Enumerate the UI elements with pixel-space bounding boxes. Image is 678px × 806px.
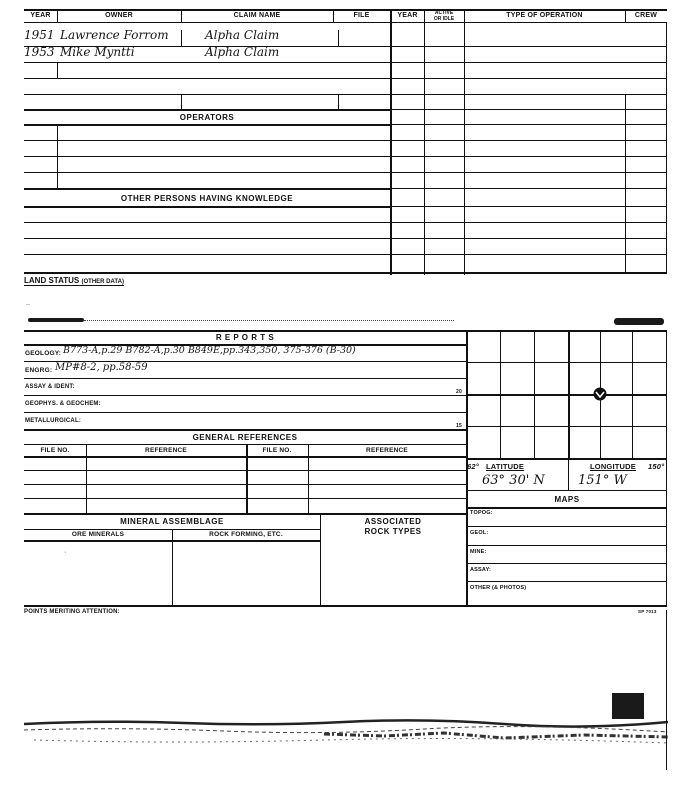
longitude-value: 151° W: [578, 473, 627, 488]
owner-row-1-claim: Alpha Claim: [205, 28, 280, 42]
header-or-idle: OR IDLE: [433, 16, 455, 22]
owner-row-2-owner: Mike Myntti: [60, 45, 135, 59]
ref-header-reference: REFERENCE: [145, 447, 187, 454]
header-claim-name: CLAIM NAME: [233, 12, 281, 19]
geophys-label: GEOPHYS. & GEOCHEM:: [25, 401, 101, 407]
latitude-value: 63° 30' N: [482, 473, 545, 488]
ref-header-reference-2: REFERENCE: [366, 447, 408, 454]
header-file: FILE: [353, 12, 370, 19]
section-general-references: GENERAL REFERENCES: [192, 433, 298, 442]
scan-artifact-band: [24, 716, 668, 750]
land-status-heading: [24, 276, 124, 286]
header-type-of-operation: TYPE OF OPERATION: [506, 12, 583, 19]
lat-prefix: 62°: [467, 462, 479, 471]
location-marker-icon: [592, 386, 608, 407]
header-year-2: YEAR: [397, 12, 418, 19]
assay-ident-label: ASSAY & IDENT:: [25, 384, 75, 390]
owner-row-2-claim: Alpha Claim: [205, 45, 280, 59]
section-reports: R E P O R T S: [215, 333, 275, 342]
header-year: YEAR: [30, 12, 51, 19]
section-mineral-assemblage: MINERAL ASSEMBLAGE: [120, 517, 224, 526]
section-other-persons: OTHER PERSONS HAVING KNOWLEDGE: [120, 194, 294, 203]
maps-assay: ASSAY:: [470, 567, 492, 573]
header-active: ACTIVE: [434, 10, 454, 16]
maps-topog: TOPOG:: [470, 510, 493, 516]
header-owner: OWNER: [105, 12, 133, 19]
ref-header-file-no-2: FILE NO.: [262, 447, 292, 454]
section-maps: MAPS: [554, 495, 580, 504]
margin-20: 20: [456, 389, 462, 395]
engrg-label: ENGRG:: [25, 367, 53, 374]
geology-value: B773-A,p.29 B782-A,p.30 B849E,pp.343,350, 375-376 (B-30): [63, 345, 356, 356]
longitude-label: LONGITUDE: [590, 462, 636, 471]
ore-minerals-header: ORE MINERALS: [71, 531, 125, 538]
geology-label: GEOLOGY:: [25, 350, 62, 357]
rock-forming-header: ROCK FORMING, ETC.: [209, 531, 283, 538]
owner-row-1-owner: Lawrence Forrom: [60, 28, 169, 42]
section-associated-2: ROCK TYPES: [364, 527, 422, 536]
header-active-or-idle: [424, 10, 464, 22]
margin-15: 15: [456, 423, 462, 429]
owner-row-1-year: 1951: [24, 28, 55, 42]
land-status-label: LAND STATUS: [24, 276, 80, 285]
maps-other: OTHER (& PHOTOS): [470, 585, 527, 591]
lon-suffix: 150°: [648, 462, 665, 471]
section-associated-1: ASSOCIATED: [364, 517, 422, 526]
metallurgical-label: METALLURGICAL:: [25, 418, 82, 424]
header-crew: CREW: [634, 12, 658, 19]
section-operators: OPERATORS: [179, 113, 235, 122]
latitude-label: LATITUDE: [486, 462, 525, 471]
maps-geol: GEOL:: [470, 530, 489, 536]
form-number: SP 7013: [638, 609, 657, 614]
owner-row-2-year: 1953: [24, 45, 55, 59]
points-meriting-attention: POINTS MERITING ATTENTION:: [24, 609, 120, 615]
engrg-value: MP#8-2, pp.58-59: [55, 362, 148, 373]
ref-header-file-no: FILE NO.: [40, 447, 70, 454]
maps-mine: MINE:: [470, 549, 487, 555]
land-status-sublabel: (OTHER DATA): [81, 279, 124, 285]
